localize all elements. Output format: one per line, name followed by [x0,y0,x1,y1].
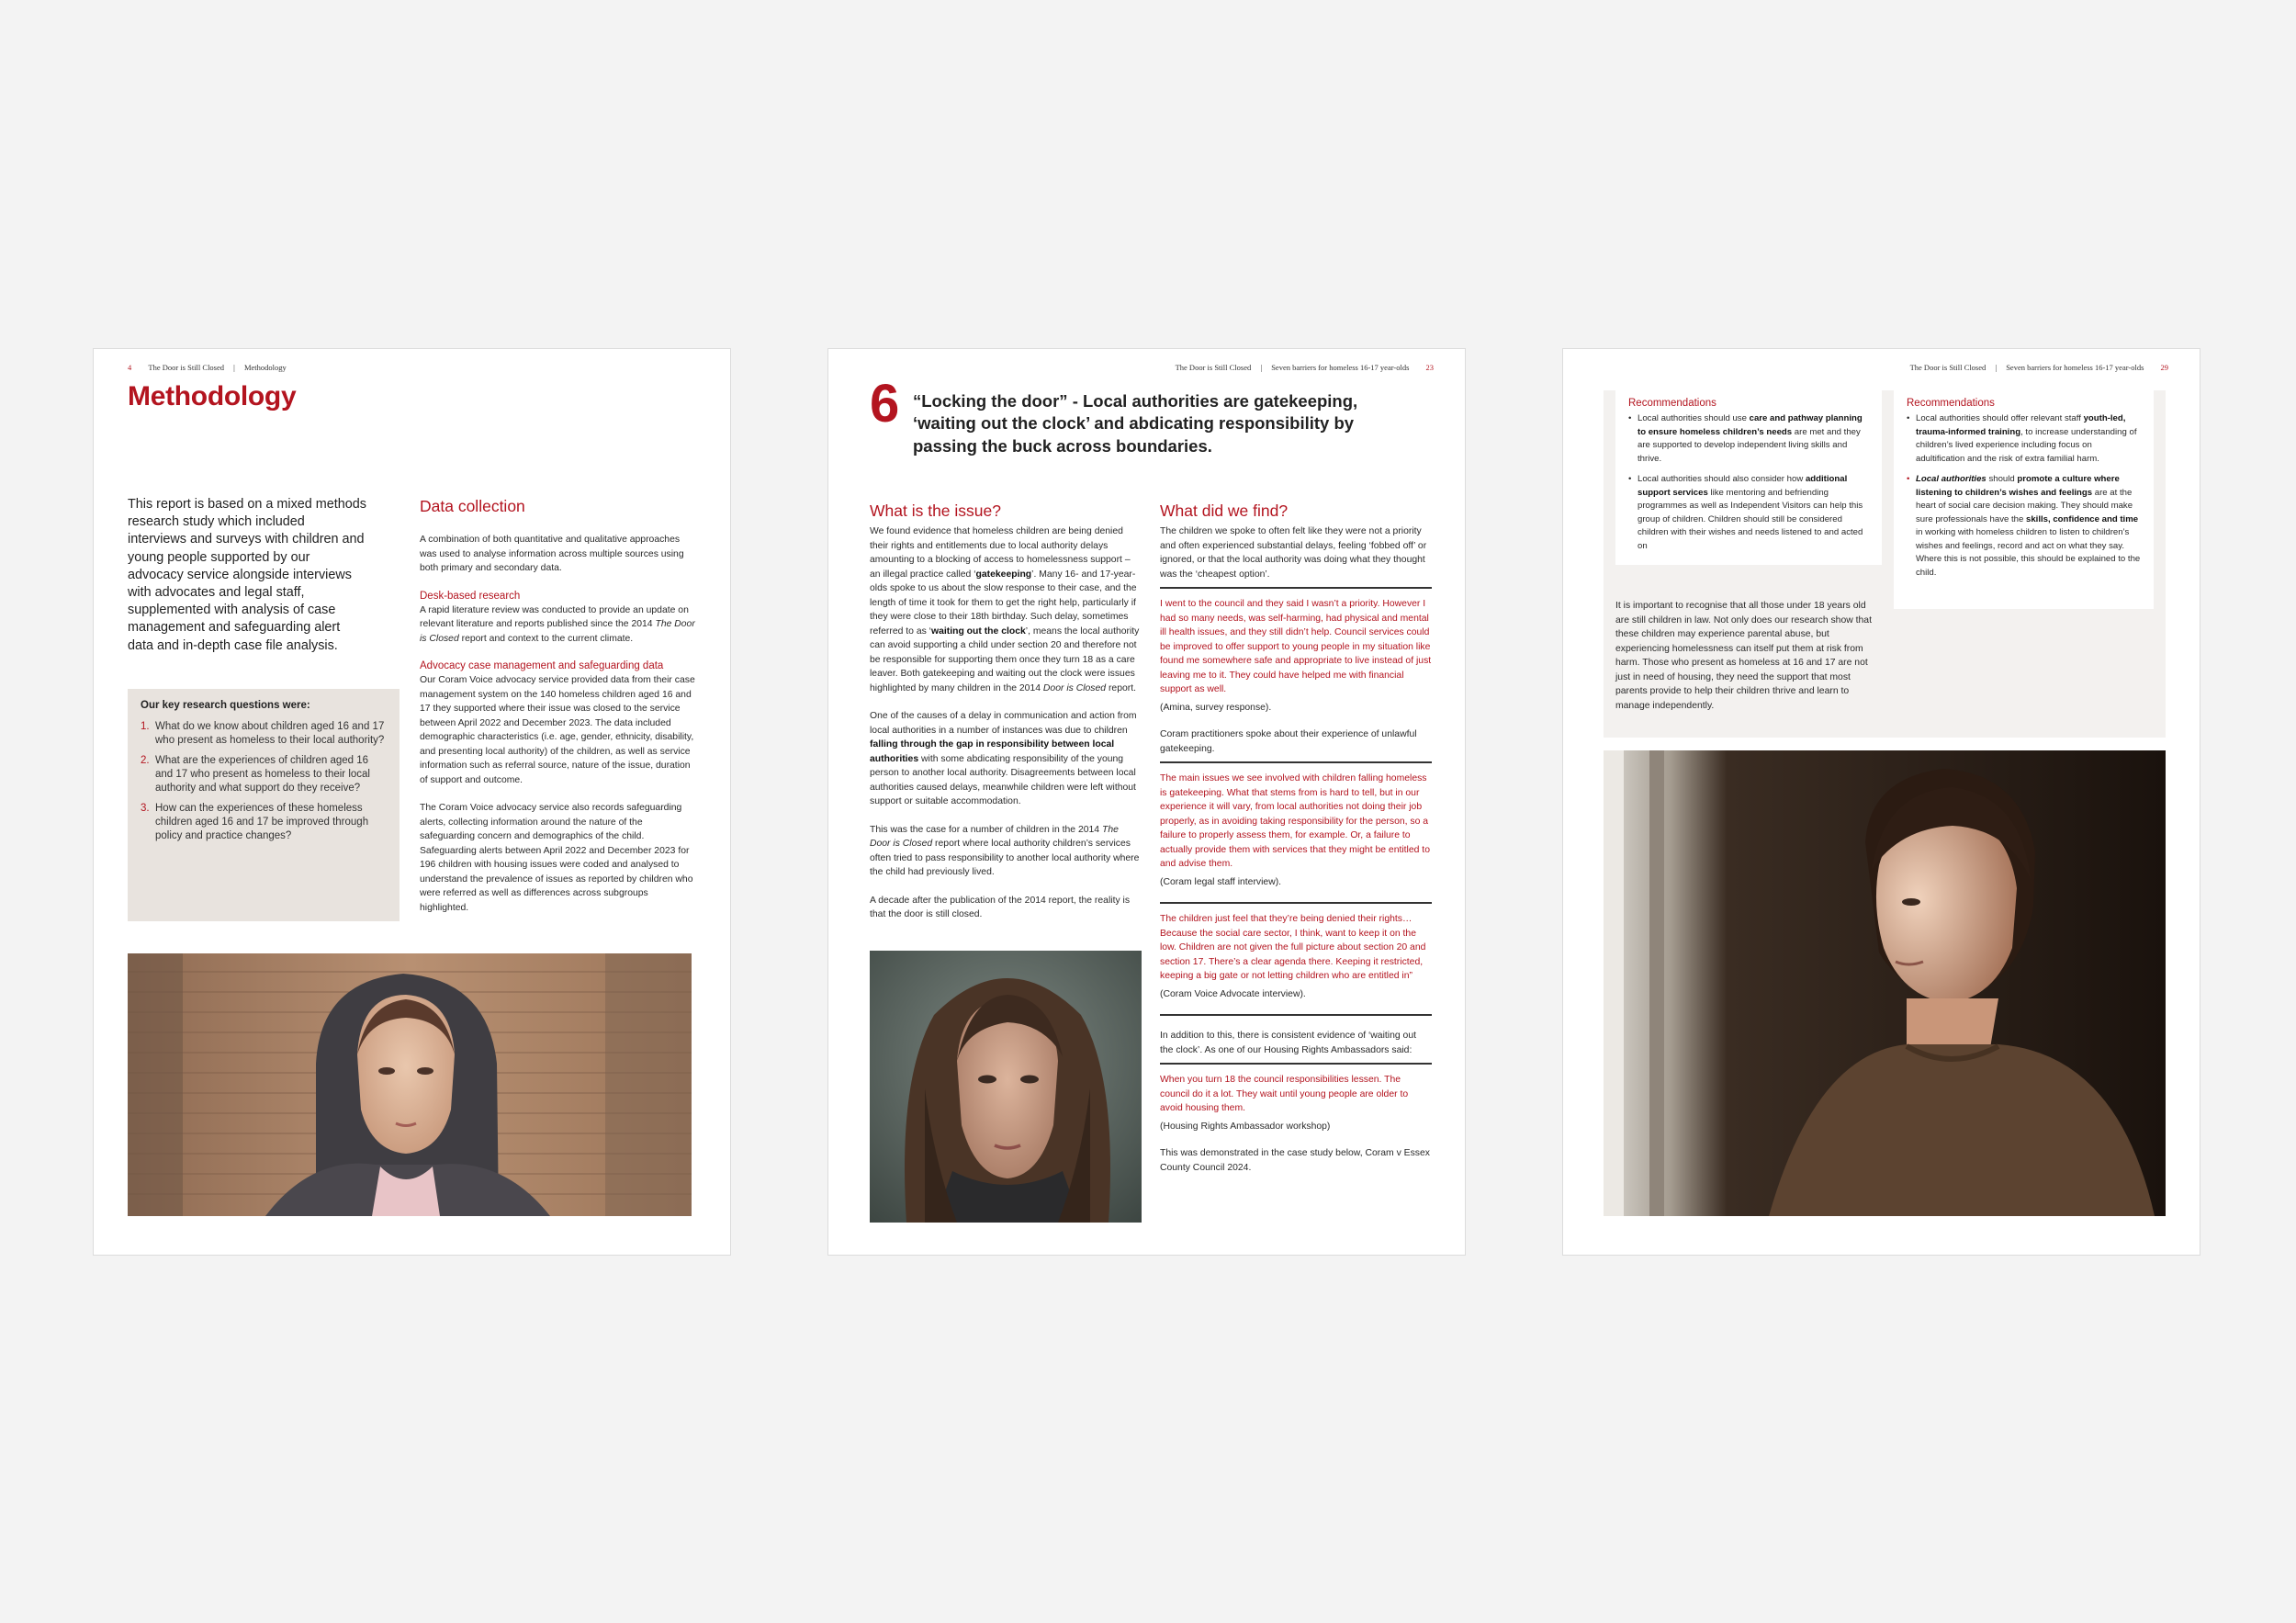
body-paragraph: In addition to this, there is consistent evidence of ‘waiting out the clock’. As one of our Housing Rights Ambassadors said: [1160,1031,1416,1055]
research-questions-box [128,689,400,921]
body-paragraph: The children we spoke to often felt like they were not a priority and often experienced substantial delays, feeling ‘fobbed off’ or ignored, or that the local authority was doing what they thought was the ‘cheapest option’. [1160,526,1427,580]
body-paragraph: A rapid literature review was conducted to provide an update on relevant literature and reports published since the 2014 The Door is Closed report and context to the current climate. [420,604,695,644]
photo-young-man-window [1604,750,2166,1216]
section-heading: Data collection [420,497,525,515]
recommendations-title: Recommendations [1907,398,1995,409]
body-paragraph: One of the causes of a delay in communication and action from local authorities in a number of instances was due to children falling through the gap in responsibility between local authorities with some abdicating responsibility of the young person to another local authority. Disagreements between local authorities caused delays, meanwhile children were left without support or suitable accommodation. [870,711,1137,806]
body-paragraph: A combination of both quantitative and qualitative approaches was used to analyse information across multiple sources using both primary and secondary data. [420,535,684,573]
page-title: Methodology [128,381,297,411]
issue-column [870,501,1142,936]
page-methodology [93,348,731,1256]
quote-attribution: (Coram legal staff interview). [1160,876,1282,887]
barrier-number: 6 [870,374,900,434]
section-heading: What is the issue? [870,502,1001,520]
quote-attribution: (Housing Rights Ambassador workshop) [1160,1121,1331,1132]
section-heading: What did we find? [1160,502,1289,520]
recommendations-title: Recommendations [1628,398,1716,409]
subheading: Desk-based research [420,590,521,602]
findings-column [1160,501,1432,1189]
running-header: The Door is Still Closed | Seven barriers for homeless 16-17 year-olds 23 [1175,363,1434,372]
quote-block: I went to the council and they said I wasn’t a priority. However I had so many needs, was self-harming, had physical and mental ill health issues, and they still didn’t help. Council services could be improved to offer support to young people in my situation like found me somewhere safe and appropriate to live instead of just leaving me to it. They could have helped me with financial support as well. [1160,587,1432,697]
body-paragraph: A decade after the publication of the 2014 report, the reality is that the door is still closed. [870,895,1131,919]
research-questions-list [141,720,387,843]
list-item: 3. How can the experiences of these homeless children aged 16 and 17 be improved through policy and practice changes? [141,803,369,841]
quote-block: The main issues we see involved with children falling homeless is gatekeeping. What that stems from is hard to tell, but in our experience it will vary, from local authorities not doing their job properly, as in avoiding taking responsibility for the person, so a failure to properly assess them, for example. Or, a failure to actually provide them with services that they might be entitled to and advise them. [1160,761,1432,872]
quote-attribution: (Amina, survey response). [1160,702,1272,713]
list-item: • Local authorities should also consider how additional support services like mentoring and befriending programmes as well as Independent Visitors can help this group of children. Children should still be considered children with their wishes and needs listened to and acted on [1628,473,1871,553]
quote-block: The children just feel that they’re being denied their rights… Because the social care sector, I think, want to keep it on the low. Children are not given the full picture about section 20 and section 17. There’s a clear agenda there. Keeping it restricted, keeping a big gate or not letting children who are entitled in” [1160,902,1432,984]
subheading: Advocacy case management and safeguarding data [420,660,664,671]
body-paragraph: This was the case for a number of children in the 2014 The Door is Closed report where local authority children’s services often tried to pass responsibility to another local authority where the child had previously lived. [870,824,1140,877]
recommendations-box-2 [1894,390,2154,609]
body-paragraph: Coram practitioners spoke about their experience of unlawful gatekeeping. [1160,729,1417,754]
page-recommendations [1562,348,2200,1256]
divider [1160,1014,1432,1016]
research-questions-title: Our key research questions were: [141,700,310,711]
body-paragraph: Our Coram Voice advocacy service provided data from their case management system on the 140 homeless children aged 16 and 17 they supported where their issue was closed to the service between April 2022 and December 2023. The data included demographic characteristics (i.e. age, gender, ethnicity, disability, and presenting local authority) of the children, as well as service information such as referral source, nature of the issue, duration of support and outcome. [420,675,695,785]
list-item: 1. What do we know about children aged 16 and 17 who present as homeless to their local authority? [141,721,385,746]
list-item: • Local authorities should promote a culture where listening to children’s wishes and feelings are at the heart of social care decision making. They should make sure professionals have the skills, confidence and time in working with homeless children to listen to children’s wishes and feelings, record and act on what they say. Where this is not possible, this should be explained to the child. [1907,473,2143,580]
quote-block: When you turn 18 the council responsibilities lessen. The council do it a lot. They wait until young people are older to avoid housing them. [1160,1063,1432,1116]
running-header: The Door is Still Closed | Seven barriers for homeless 16-17 year-olds 29 [1909,363,2168,372]
list-item: 2. What are the experiences of children aged 16 and 17 who present as homeless to their local authority and what support do they receive? [141,755,370,794]
data-collection-column [420,496,695,929]
page-title: “Locking the door” - Local authorities are gatekeeping, ‘waiting out the clock’ and abdicating responsibility by passing the buck across boundaries. [913,391,1358,456]
body-paragraph: This was demonstrated in the case study below, Coram v Essex County Council 2024. [1160,1148,1430,1173]
running-header: 4 The Door is Still Closed | Methodology [128,363,287,372]
photo-girl-brick-wall [128,953,692,1216]
recommendations-box-1 [1615,390,1882,565]
body-paragraph: It is important to recognise that all those under 18 years old are still children in law. Not only does our research show that these children may experience parental abuse, but experiencing homelessness can itself put them at risk from harm. Those who present as homeless at 16 and 17 are not just in need of housing, they need the support that most parents provide to help their children thrive and learn to manage independently. [1615,601,1872,711]
quote-attribution: (Coram Voice Advocate interview). [1160,988,1306,999]
body-paragraph: The Coram Voice advocacy service also records safeguarding alerts, collecting information around the nature of the safeguarding concern and demographics of the child. Safeguarding alerts between April 2022 and December 2023 for 196 children with housing issues were coded and analysed to understand the prevalence of issues as reported by children who were referred as well as differences across subgroups highlighted. [420,803,693,913]
list-item: • Local authorities should offer relevant staff youth-led, trauma-informed training, to increase understanding of children’s lived experience including focus on adultification and the risk of extra familial harm. [1907,412,2143,466]
list-item: • Local authorities should use care and pathway planning to ensure homeless children’s needs are met and they are supported to develop independent living skills and thrive. [1628,412,1871,466]
photo-young-woman [870,951,1142,1223]
intro-paragraph: This report is based on a mixed methods research study which included interviews and surveys with children and young people supported by our advocacy service alongside interviews with advocates and legal staff, supplemented with analysis of case management and safeguarding alert data and in-depth case file analysis. [128,497,366,653]
body-paragraph: We found evidence that homeless children are being denied their rights and entitlements due to local authority delays amounting to a blocking of access to homelessness support – an illegal practice called ‘gatekeeping’. Many 16- and 17-year-olds spoke to us about the slow response to their case, and the length of time it took for them to get the right help, particularly if they were close to their 18th birthday. Such delay, sometimes referred to as ‘waiting out the clock’, means the local authority can avoid supporting a child under section 20 and therefore not be responsible for supporting them once they turn 18 as a care leaver. Both gatekeeping and waiting out the clock were issues highlighted by many children in the 2014 Door is Closed report. [870,526,1140,693]
page-barrier-6 [827,348,1466,1256]
